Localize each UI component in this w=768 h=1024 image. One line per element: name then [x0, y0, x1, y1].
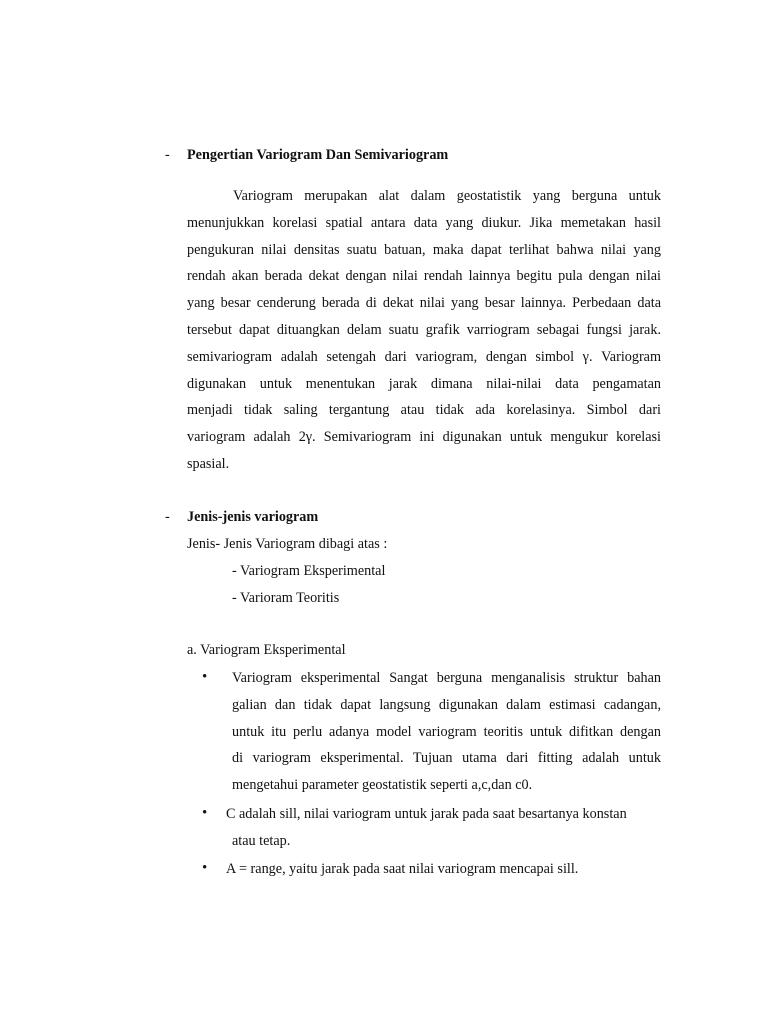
paragraph-line: rendah akan berada dekat dengan nilai rendah lainnya begitu pula dengan nilai [187, 268, 661, 285]
paragraph-line: menunjukkan korelasi spatial antara data yang diukur. Jika memetakan hasil [187, 214, 661, 231]
paragraph-line: semivariogram adalah setengah dari variogram, dengan simbol γ. Variogram [187, 348, 661, 365]
paragraph-line: variogram adalah 2γ. Semivariogram ini digunakan untuk mengukur korelasi [187, 429, 661, 446]
paragraph-line: Variogram merupakan alat dalam geostatistik yang berguna untuk [233, 188, 661, 204]
paragraph-line: digunakan untuk menentukan jarak dimana nilai-nilai data pengamatan [187, 375, 661, 392]
list-item: - Variogram Eksperimental [232, 563, 386, 579]
section1-dash: - [165, 147, 170, 163]
bullet-item [226, 856, 666, 883]
section1-heading: Pengertian Variogram Dan Semivariogram [187, 147, 449, 163]
bullet-line: mengetahui parameter geostatistik seperti a,c,dan c0. [232, 777, 533, 794]
bullet-line: A = range, yaitu jarak pada saat nilai variogram mencapai sill. [226, 861, 579, 877]
section2-dash: - [165, 509, 170, 525]
bullet-item [226, 801, 666, 855]
section2-heading: Jenis-jenis variogram [187, 509, 319, 525]
bullet-line: C adalah sill, nilai variogram untuk jarak pada saat besartanya konstan [226, 806, 627, 822]
bullet-line: untuk itu perlu adanya model variogram teoritis untuk difitkan dengan [232, 723, 661, 740]
paragraph-line: pengukuran nilai densitas suatu batuan, maka dapat terlihat bahwa nilai yang [187, 241, 661, 258]
paragraph-line: menjadi tidak saling tergantung atau tidak ada korelasinya. Simbol dari [187, 402, 661, 419]
subsection-title: a. Variogram Eksperimental [187, 642, 346, 658]
paragraph-line: yang besar cenderung berada di dekat nilai yang besar lainnya. Perbedaan data [187, 295, 661, 312]
bullet-line: atau tetap. [232, 832, 291, 849]
list-item: - Varioram Teoritis [232, 590, 340, 606]
bullet-item [232, 665, 661, 799]
paragraph-line: tersebut dapat dituangkan delam suatu grafik varriogram sebagai fungsi jarak. [187, 321, 661, 338]
bullet-line: galian dan tidak dapat langsung digunakan dalam estimasi cadangan, [232, 696, 661, 713]
paragraph-line: spasial. [187, 455, 230, 472]
section2-intro: Jenis- Jenis Variogram dibagi atas : [187, 536, 388, 552]
bullet-icon: • [202, 805, 208, 821]
bullet-icon: • [202, 669, 208, 685]
bullet-line: Variogram eksperimental Sangat berguna menganalisis struktur bahan [232, 670, 661, 686]
bullet-icon: • [202, 860, 208, 876]
bullet-line: di variogram eksperimental. Tujuan utama dari fitting adalah untuk [232, 750, 661, 767]
section1-paragraph [187, 183, 661, 478]
